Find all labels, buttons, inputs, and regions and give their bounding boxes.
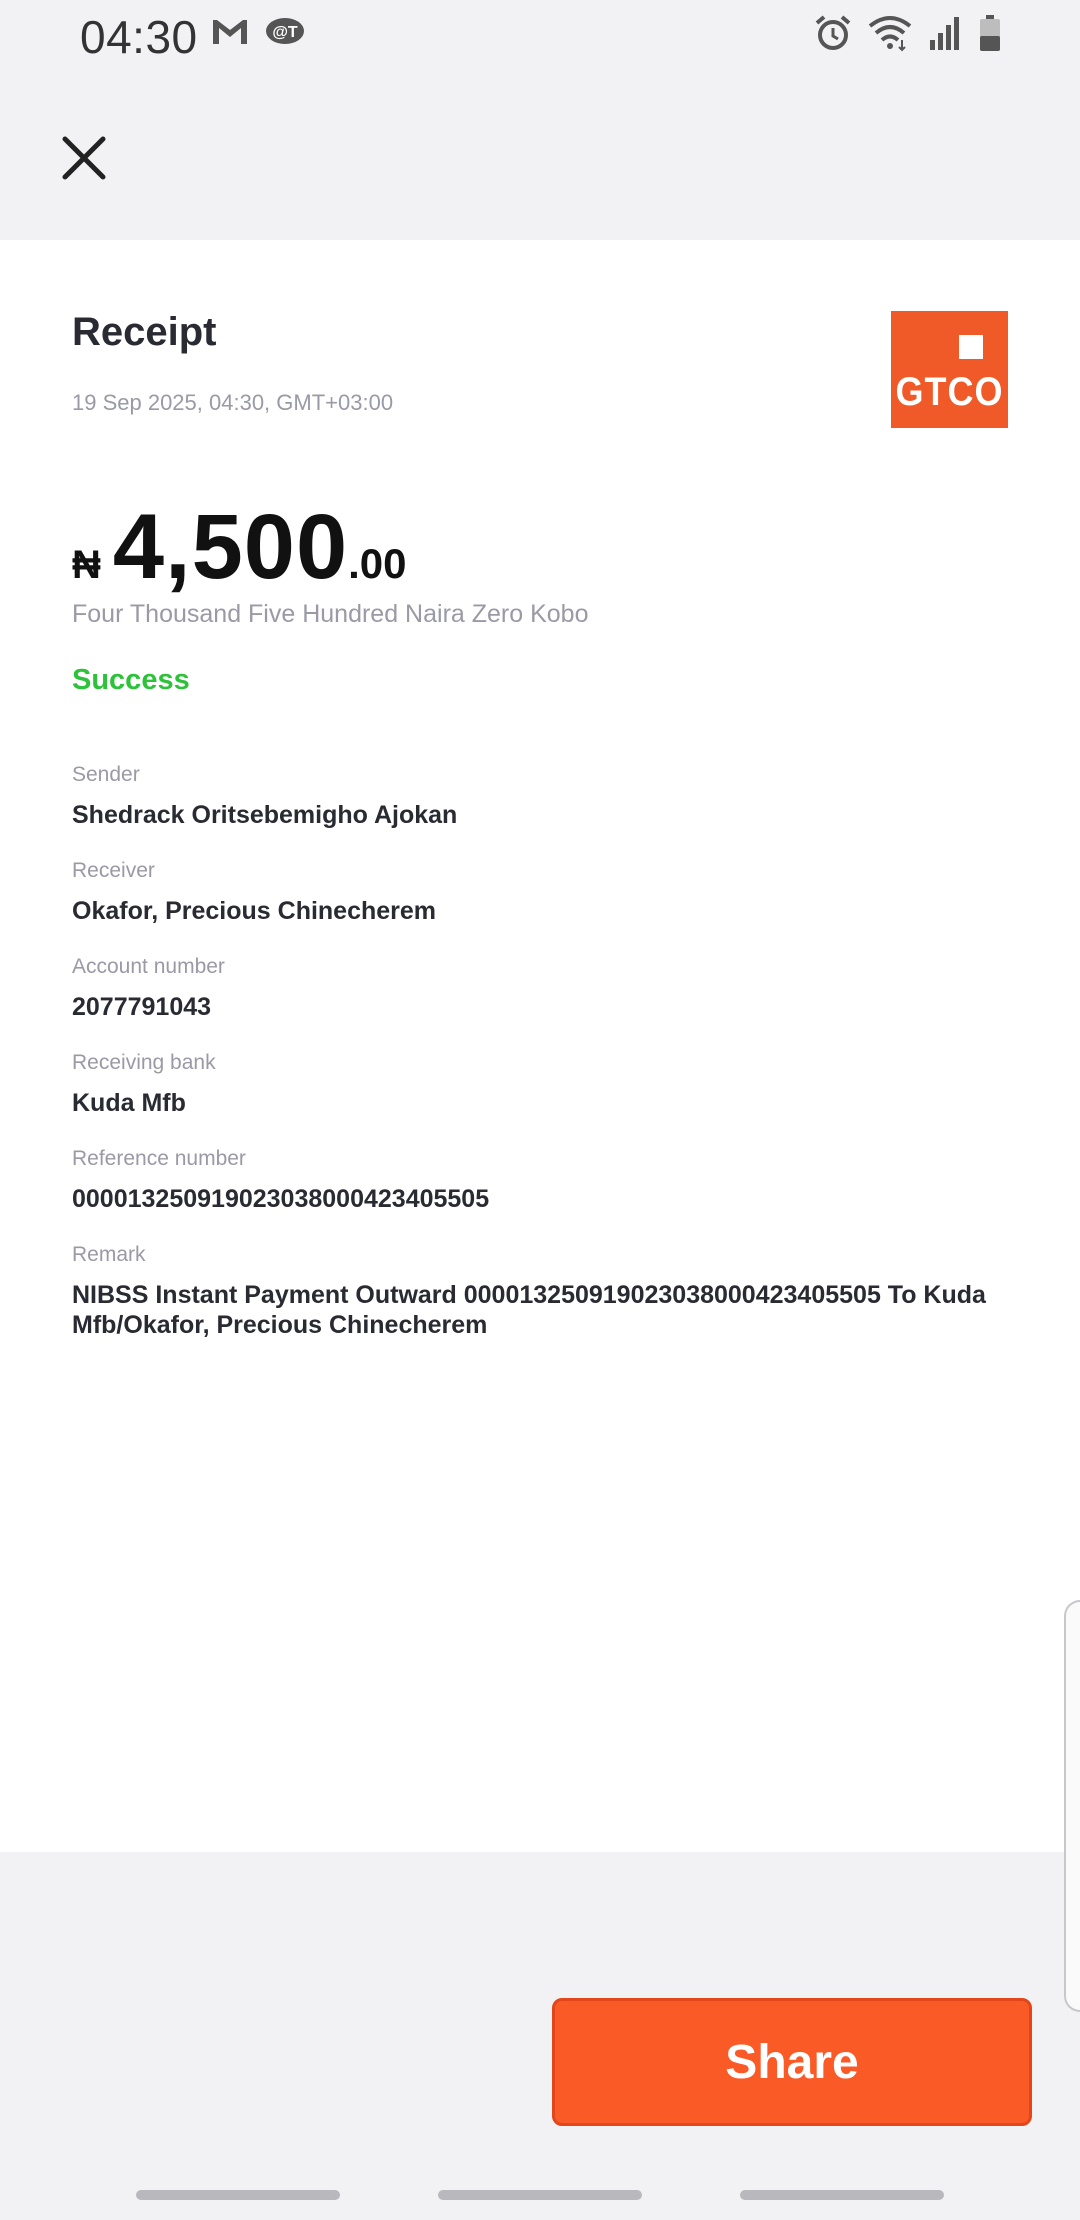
detail-label: Sender xyxy=(72,763,140,786)
status-badge: Success xyxy=(72,664,190,696)
svg-text:@T: @T xyxy=(272,24,298,41)
header xyxy=(0,72,1080,240)
detail-value: NIBSS Instant Payment Outward 000013250919023038000423405505 To Kuda Mfb/Okafor, Precious Chinecherem xyxy=(72,1281,986,1339)
edge-panel-handle[interactable] xyxy=(1064,1600,1080,2012)
transaction-details xyxy=(72,760,1072,1339)
detail-label: Remark xyxy=(72,1243,146,1266)
gmail-icon xyxy=(210,16,250,46)
nav-back-button[interactable] xyxy=(740,2190,944,2200)
receipt-datetime: 19 Sep 2025, 04:30, GMT+03:00 xyxy=(72,390,394,415)
logo-square-mark xyxy=(959,335,983,359)
amount-in-words: Four Thousand Five Hundred Naira Zero Kobo xyxy=(72,600,589,628)
status-right-icons xyxy=(814,14,1002,52)
status-left-icons xyxy=(210,16,306,46)
detail-label: Reference number xyxy=(72,1147,246,1170)
alarm-icon xyxy=(814,14,852,52)
bank-logo xyxy=(891,311,1008,428)
nav-recents-button[interactable] xyxy=(136,2190,340,2200)
app-notification-icon xyxy=(264,16,306,46)
detail-value: 2077791043 xyxy=(72,993,212,1021)
close-button[interactable] xyxy=(50,124,118,192)
receipt-card xyxy=(0,240,1080,1852)
detail-sender xyxy=(72,760,1072,856)
close-icon xyxy=(61,135,107,181)
battery-icon xyxy=(978,14,1002,52)
detail-label: Account number xyxy=(72,955,225,978)
detail-remark xyxy=(72,1240,1072,1339)
bank-logo-text: GTCO xyxy=(895,368,1004,414)
receipt-title: Receipt xyxy=(72,310,217,354)
share-button[interactable]: Share xyxy=(552,1998,1032,2126)
detail-receiving-bank xyxy=(72,1048,1072,1144)
detail-label: Receiving bank xyxy=(72,1051,216,1074)
wifi-icon xyxy=(868,14,912,52)
status-bar xyxy=(0,0,1080,72)
amount-fraction: .00 xyxy=(348,540,407,587)
detail-reference-number xyxy=(72,1144,1072,1240)
detail-value: Shedrack Oritsebemigho Ajokan xyxy=(72,801,458,829)
detail-value: Kuda Mfb xyxy=(72,1089,186,1117)
detail-receiver xyxy=(72,856,1072,952)
detail-account-number xyxy=(72,952,1072,1048)
currency-symbol: ₦ xyxy=(72,543,101,587)
system-nav-bar xyxy=(0,2190,1080,2202)
status-time: 04:30 xyxy=(80,11,198,63)
amount-whole: 4,500 xyxy=(112,496,349,598)
amount xyxy=(72,495,407,600)
detail-value: 000013250919023038000423405505 xyxy=(72,1185,490,1213)
nav-home-button[interactable] xyxy=(438,2190,642,2200)
detail-value: Okafor, Precious Chinecherem xyxy=(72,897,437,925)
detail-label: Receiver xyxy=(72,859,155,882)
signal-icon xyxy=(928,14,962,52)
